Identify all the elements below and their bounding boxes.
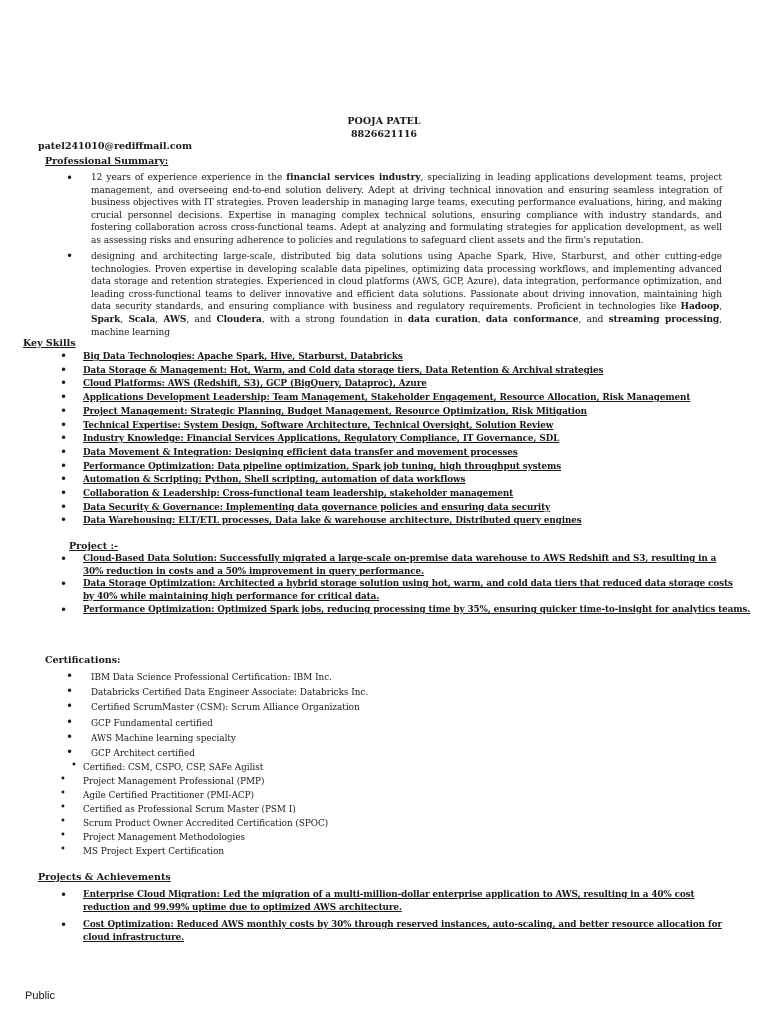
project-heading: Project :- <box>69 541 118 552</box>
sep: , <box>120 314 129 325</box>
certifications-heading: Certifications: <box>45 655 121 666</box>
bullet-icon: • <box>60 816 66 827</box>
cert-item: IBM Data Science Professional Certification: IBM Inc. <box>91 673 332 683</box>
skill-item: Performance Optimization: Data pipeline optimization, Spark job tuning, high throughput systems <box>83 462 562 472</box>
sep: , <box>719 302 722 313</box>
skill-data-conformance: data conformance <box>485 314 579 325</box>
bullet-icon: • <box>60 552 68 566</box>
cert-item: MS Project Expert Certification <box>83 847 225 857</box>
bullet-icon: • <box>60 445 68 459</box>
skill-item: Automation & Scripting: Python, Shell scripting, automation of data workflows <box>83 475 466 485</box>
summary-paragraph-2 <box>91 251 722 339</box>
summary-p1-highlight: financial services industry <box>286 173 421 183</box>
candidate-name: POOJA PATEL <box>347 116 421 127</box>
bullet-icon: • <box>60 472 68 486</box>
cert-item: GCP Fundamental certified <box>91 719 213 729</box>
summary-paragraph-1 <box>91 172 722 248</box>
bullet-icon: • <box>60 603 68 617</box>
bullet-icon: • <box>60 577 68 591</box>
bullet-icon: • <box>60 830 66 841</box>
bullet-icon: • <box>66 745 74 759</box>
bullet-icon: • <box>60 788 66 799</box>
summary-p1-text-c: , specializing in leading applications development teams, project management, and overseeing end-to-end solution delivery. Adept at driving technical innovation and ensuring seamless integration of business objectives with IT strategies. Proven leadership in managing large teams, executing performance evaluations, hiring, and making crucial personnel decisions. Expertise in managing complex technical solutions, ensuring compliance with industry standards, and fostering collaboration across cross-functional teams. Adept at analyzing and formulating strategies for application development, as well as assessing risks and ensuring adherence to policies and regulations to safeguard client assets and the firm's reputation. <box>91 173 722 246</box>
bullet-icon: • <box>60 918 68 932</box>
bullet-icon: • <box>60 802 66 813</box>
candidate-email[interactable]: patel241010@rediffmail.com <box>38 141 193 152</box>
sep: , with a strong foundation in <box>261 314 408 325</box>
project-item: Performance Optimization: Optimized Spark jobs, reducing processing time by 35%, ensuring quicker time-to-insight for analytics teams. <box>83 605 751 615</box>
project-item: Data Storage Optimization: Architected a hybrid storage solution using hot, warm, and cold data tiers that reduced data storage costs by 40% while maintaining high performance for critical data. <box>83 579 733 602</box>
achievement-item: Enterprise Cloud Migration: Led the migration of a multi-million-dollar enterprise application to AWS, resulting in a 40% cost reduction and 99.99% uptime due to optimized AWS architecture. <box>83 890 695 913</box>
skill-item: Project Management: Strategic Planning, Budget Management, Resource Optimization, Risk Mitigation <box>83 407 587 417</box>
cert-item: Databricks Certified Data Engineer Associate: Databricks Inc. <box>91 688 369 698</box>
bullet-icon: • <box>60 459 68 473</box>
bullet-icon: • <box>60 774 66 785</box>
skill-data-curation: data curation <box>407 314 478 325</box>
skill-item: Data Storage & Management: Hot, Warm, and Cold data storage tiers, Data Retention & Archival strategies <box>83 366 604 376</box>
skill-item: Big Data Technologies: Apache Spark, Hive, Starburst, Databricks <box>83 352 403 362</box>
summary-p1-text-a: 12 years of experience experience in the <box>91 173 287 183</box>
bullet-icon: • <box>66 715 74 729</box>
cert-item: Project Management Professional (PMP) <box>83 777 265 787</box>
bullet-icon: • <box>60 363 68 377</box>
bullet-icon: • <box>60 418 68 432</box>
bullet-icon: • <box>60 844 66 855</box>
summary-p2-text: designing and architecting large-scale, distributed big data solutions using Apache Spark, Hive, Starburst, and other cutting-edge technologies. Proven expertise in developing scalable data pipelines, optimizing data processing workflows, and implementing advanced data storage and retention strategies. Experienced in cloud platforms (AWS, GCP, Azure), data integration, performance optimization, and leading cross-functional teams to deliver innovative and efficient data solutions. Passionate about driving innovation, maintaining high data security standards, and ensuring compliance with business and regulatory requirements. Proficient in technologies like <box>91 252 722 313</box>
cert-item: GCP Architect certified <box>91 749 195 759</box>
tech-hadoop: Hadoop <box>680 302 720 313</box>
skill-streaming: streaming processing <box>608 314 720 325</box>
tech-spark: Spark <box>91 314 121 325</box>
tech-aws: AWS <box>163 314 187 325</box>
cert-item: Certified as Professional Scrum Master (PSM I) <box>83 805 296 815</box>
skill-item: Data Security & Governance: Implementing data governance policies and ensuring data security <box>83 503 551 513</box>
tech-scala: Scala <box>128 314 156 325</box>
summary-p2-tail: , machine learning <box>91 314 722 338</box>
bullet-icon: • <box>60 349 68 363</box>
bullet-icon: • <box>71 760 77 771</box>
project-item: Cloud-Based Data Solution: Successfully migrated a large-scale on-premise data warehouse to AWS Redshift and S3, resulting in a 30% reduction in costs and a 50% improvement in query performance. <box>83 554 717 577</box>
cert-item: Scrum Product Owner Accredited Certification (SPOC) <box>83 819 329 829</box>
cert-item: Certified: CSM, CSPO, CSP, SAFe Agilist <box>83 763 264 773</box>
skill-item: Cloud Platforms: AWS (Redshift, S3), GCP (BigQuery, Dataproc), Azure <box>83 379 427 389</box>
skill-item: Technical Expertise: System Design, Software Architecture, Technical Oversight, Solution Review <box>83 421 554 431</box>
skill-item: Data Movement & Integration: Designing efficient data transfer and movement processes <box>83 448 518 458</box>
bullet-icon: • <box>60 376 68 390</box>
achievement-item: Cost Optimization: Reduced AWS monthly costs by 30% through reserved instances, auto-scaling, and better resource allocation for cloud infrastructure. <box>83 920 722 943</box>
cert-item: Certified ScrumMaster (CSM): Scrum Alliance Organization <box>91 703 360 713</box>
skill-item: Industry Knowledge: Financial Services Applications, Regulatory Compliance, IT Governance, SDL <box>83 434 560 444</box>
sep: , and <box>186 314 217 325</box>
candidate-phone: 8826621116 <box>350 129 418 140</box>
skill-item: Data Warehousing: ELT/ETL processes, Data lake & warehouse architecture, Distributed query engines <box>83 516 582 526</box>
sep: , <box>477 314 486 325</box>
cert-item: Agile Certified Practitioner (PMI-ACP) <box>83 791 255 801</box>
summary-heading: Professional Summary: <box>45 156 169 167</box>
cert-item: Project Management Methodologies <box>83 833 246 843</box>
bullet-icon: • <box>60 486 68 500</box>
bullet-icon: • <box>66 684 74 698</box>
sep: , <box>155 314 164 325</box>
bullet-icon: • <box>66 730 74 744</box>
tech-cloudera: Cloudera <box>216 314 262 325</box>
bullet-icon: • <box>66 699 74 713</box>
bullet-icon: • <box>60 513 68 527</box>
achievements-heading: Projects & Achievements <box>38 872 171 883</box>
skill-item: Collaboration & Leadership: Cross-functional team leadership, stakeholder management <box>83 489 514 499</box>
skill-item: Applications Development Leadership: Team Management, Stakeholder Engagement, Resource Allocation, Risk Management <box>83 393 691 403</box>
bullet-icon: • <box>66 669 74 683</box>
summary-bullet-icon: • <box>66 171 74 185</box>
summary-bullet-icon: • <box>66 249 74 263</box>
cert-item: AWS Machine learning specialty <box>91 734 236 744</box>
bullet-icon: • <box>60 404 68 418</box>
bullet-icon: • <box>60 431 68 445</box>
bullet-icon: • <box>60 390 68 404</box>
skills-heading: Key Skills <box>23 338 76 349</box>
bullet-icon: • <box>60 888 68 902</box>
classification-label: Public <box>25 990 55 1002</box>
bullet-icon: • <box>60 500 68 514</box>
sep: , and <box>578 314 609 325</box>
